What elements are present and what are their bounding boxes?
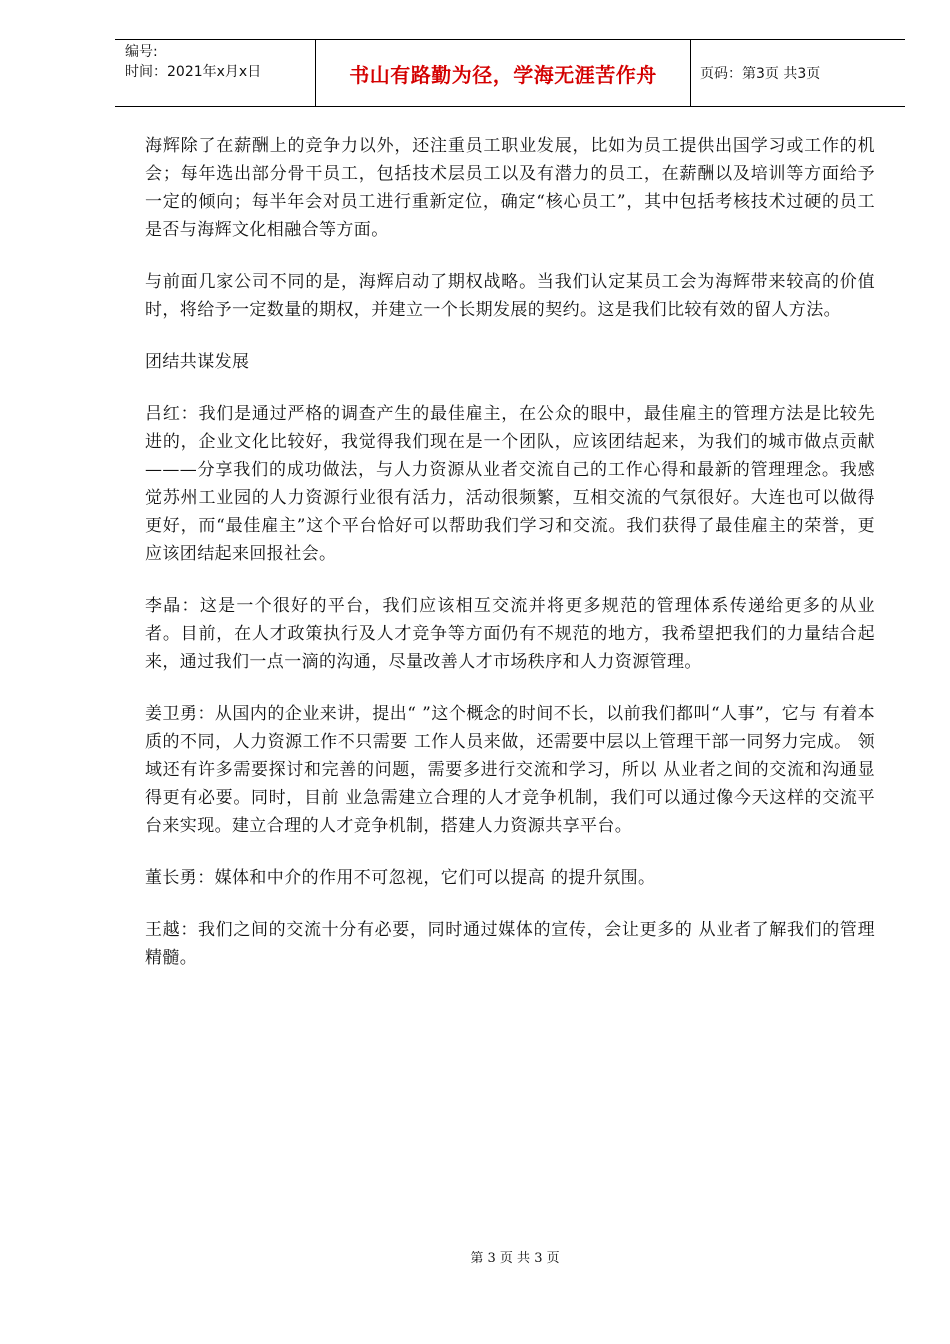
- header-divider-right: [690, 40, 691, 106]
- page-footer: 第 3 页 共 3 页: [470, 1251, 560, 1266]
- paragraph-li-jing: 李晶：这是一个很好的平台，我们应该相互交流并将更多规范的管理体系传递给更多的从业者。目前，在人才政策执行及人才竞争等方面仍有不规范的地方，我希望把我们的力量结合起来，通过我们一点一滴的沟通，尽量改善人才市场秩序和人力资源管理。: [145, 596, 875, 672]
- paragraph-wang-yue: 王越：我们之间的交流十分有必要，同时通过媒体的宣传，会让更多的 从业者了解我们的管理精髓。: [145, 920, 875, 968]
- header-meta: [125, 42, 261, 82]
- paragraph-stock-options: 与前面几家公司不同的是，海辉启动了期权战略。当我们认定某员工会为海辉带来较高的价值时，将给予一定数量的期权，并建立一个长期发展的契约。这是我们比较有效的留人方法。: [145, 272, 875, 320]
- paragraph-dong-changyong: 董长勇：媒体和中介的作用不可忽视，它们可以提高 的提升氛围。: [145, 868, 656, 888]
- document-body: [145, 132, 875, 996]
- paragraph-career-development: 海辉除了在薪酬上的竞争力以外，还注重员工职业发展，比如为员工提供出国学习或工作的机会；每年选出部分骨干员工，包括技术层员工以及有潜力的员工，在薪酬以及培训等方面给予一定的倾向；每半年会对员工进行重新定位，确定“核心员工”，其中包括考核技术过硬的员工是否与海辉文化相融合等方面。: [145, 136, 875, 240]
- document-time-label: 时间：2021年x月x日: [125, 64, 262, 80]
- header-motto: 书山有路勤为径，学海无涯苦作舟: [349, 62, 657, 87]
- document-header: [115, 39, 905, 107]
- document-number-label: 编号:: [125, 44, 158, 60]
- section-heading: 团结共谋发展: [145, 352, 250, 372]
- header-page-info: 页码：第3页 共3页: [700, 66, 821, 82]
- paragraph-jiang-weiyong: 姜卫勇：从国内的企业来讲，提出“ ”这个概念的时间不长，以前我们都叫“人事”，它与 有着本质的不同，人力资源工作不只需要 工作人员来做，还需要中层以上管理干部一同努力完成。 领域还有许多需要探讨和完善的问题，需要多进行交流和学习，所以 从业者之间的交流和沟通显得更有必要。同时，目前 业急需建立合理的人才竞争机制，我们可以通过像今天这样的交流平台来实现。建立合理的人才竞争机制，搭建人力资源共享平台。: [145, 704, 875, 836]
- paragraph-lv-hong: 吕红：我们是通过严格的调查产生的最佳雇主，在公众的眼中，最佳雇主的管理方法是比较先进的，企业文化比较好，我觉得我们现在是一个团队，应该团结起来，为我们的城市做点贡献———分享我们的成功做法，与人力资源从业者交流自己的工作心得和最新的管理理念。我感觉苏州工业园的人力资源行业很有活力，活动很频繁，互相交流的气氛很好。大连也可以做得更好，而“最佳雇主”这个平台恰好可以帮助我们学习和交流。我们获得了最佳雇主的荣誉，更应该团结起来回报社会。: [145, 404, 875, 564]
